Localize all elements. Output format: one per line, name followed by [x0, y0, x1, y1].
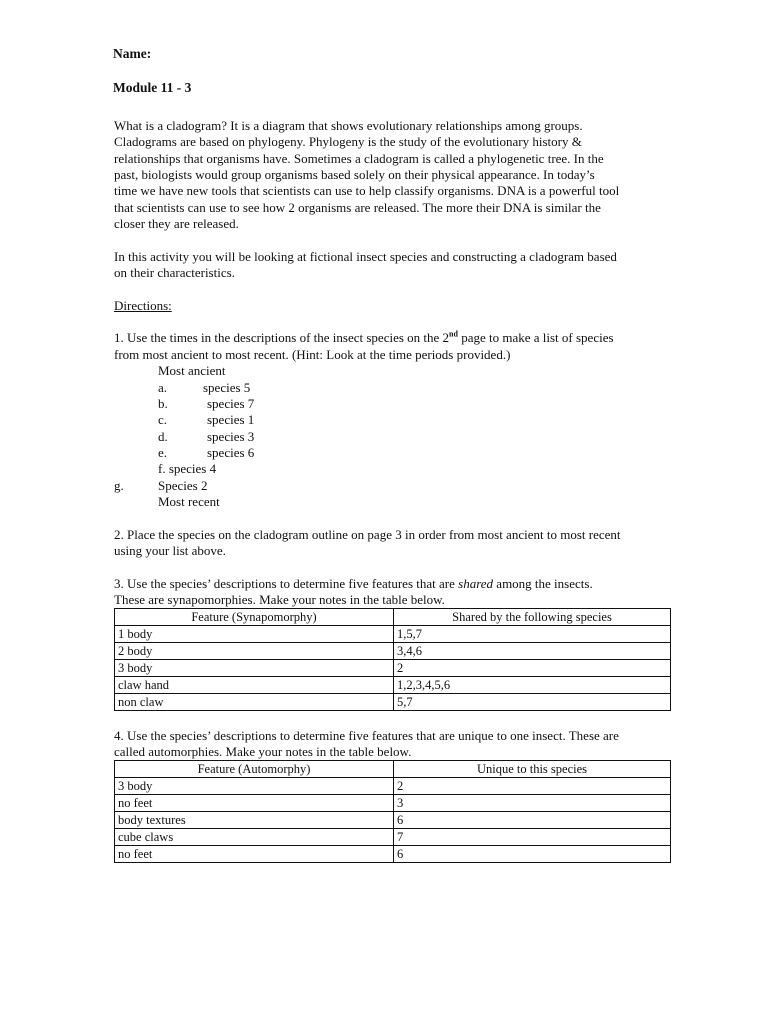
- most-recent-label: Most recent: [158, 494, 220, 509]
- column-header: Shared by the following species: [394, 609, 671, 626]
- species-cell: 3: [394, 795, 671, 812]
- intro-line: relationships that organisms have. Sometimes a cladogram is called a phylogenetic tree. In the: [114, 151, 604, 166]
- table-header-row: [115, 609, 671, 626]
- list-item: species 7: [207, 396, 255, 411]
- list-letter: e.: [158, 445, 168, 460]
- module-title: Module 11 - 3: [113, 80, 192, 95]
- list-letter: c.: [158, 412, 168, 427]
- list-item: species 6: [207, 445, 255, 460]
- species-cell: 6: [394, 846, 671, 863]
- table-row: [115, 626, 671, 643]
- list-letter: b.: [158, 396, 168, 411]
- species-cell: 7: [394, 829, 671, 846]
- list-letter: g.: [114, 478, 124, 493]
- intro-line: time we have new tools that scientists can use to help classify organisms. DNA is a powerful tool: [114, 183, 620, 198]
- table-row: [115, 812, 671, 829]
- question-2-line: 2. Place the species on the cladogram outline on page 3 in order from most ancient to most recent: [114, 527, 621, 542]
- feature-cell: claw hand: [115, 677, 394, 694]
- automorphy-table: [114, 760, 671, 863]
- question-4-line: called automorphies. Make your notes in the table below.: [114, 744, 412, 759]
- q3-text-before: 3. Use the species’ descriptions to determine five features that are: [114, 576, 459, 591]
- column-header: Feature (Synapomorphy): [115, 609, 394, 626]
- species-cell: 6: [394, 812, 671, 829]
- table-row: [115, 846, 671, 863]
- species-cell: 3,4,6: [394, 643, 671, 660]
- species-cell: 1,2,3,4,5,6: [394, 677, 671, 694]
- feature-cell: 1 body: [115, 626, 394, 643]
- most-ancient-label: Most ancient: [158, 363, 226, 378]
- column-header: Unique to this species: [394, 761, 671, 778]
- species-cell: 5,7: [394, 694, 671, 711]
- question-2-line: using your list above.: [114, 543, 226, 558]
- feature-cell: 3 body: [115, 778, 394, 795]
- question-3-line-2: These are synapomorphies. Make your notes in the table below.: [114, 592, 445, 607]
- feature-cell: body textures: [115, 812, 394, 829]
- table-row: [115, 795, 671, 812]
- question-1-line-1: [114, 330, 614, 346]
- list-item: Species 2: [158, 478, 208, 493]
- table-row: [115, 677, 671, 694]
- intro-line: Cladograms are based on phylogeny. Phylogeny is the study of the evolutionary history &: [114, 134, 582, 149]
- feature-cell: 2 body: [115, 643, 394, 660]
- species-cell: 2: [394, 660, 671, 677]
- synapomorphy-table: [114, 608, 671, 711]
- list-item: f. species 4: [158, 461, 217, 476]
- table-row: [115, 660, 671, 677]
- table-header-row: [115, 761, 671, 778]
- q1-superscript: nd: [449, 329, 458, 339]
- activity-line: on their characteristics.: [114, 265, 235, 280]
- question-1-line-2: from most ancient to most recent. (Hint: Look at the time periods provided.): [114, 347, 511, 362]
- table-row: [115, 778, 671, 795]
- species-cell: 2: [394, 778, 671, 795]
- intro-line: past, biologists would group organisms based solely on their physical appearance. In today’s: [114, 167, 595, 182]
- feature-cell: non claw: [115, 694, 394, 711]
- q3-italic-word: shared: [458, 576, 494, 591]
- list-letter: d.: [158, 429, 168, 444]
- directions-heading: Directions:: [114, 298, 172, 313]
- q1-text-before: 1. Use the times in the descriptions of the insect species on the 2: [114, 330, 450, 345]
- column-header: Feature (Automorphy): [115, 761, 394, 778]
- list-item: species 5: [203, 380, 251, 395]
- question-3-line-1: [114, 576, 593, 592]
- feature-cell: 3 body: [115, 660, 394, 677]
- question-4-line: 4. Use the species’ descriptions to determine five features that are unique to one insect. These are: [114, 728, 619, 743]
- table-row: [115, 694, 671, 711]
- activity-line: In this activity you will be looking at fictional insect species and constructing a cladogram based: [114, 249, 617, 264]
- intro-line: closer they are released.: [114, 216, 239, 231]
- feature-cell: no feet: [115, 846, 394, 863]
- list-letter: a.: [158, 380, 168, 395]
- species-cell: 1,5,7: [394, 626, 671, 643]
- table-row: [115, 829, 671, 846]
- q3-text-after: among the insects.: [493, 576, 593, 591]
- intro-line: What is a cladogram? It is a diagram that shows evolutionary relationships among groups.: [114, 118, 583, 133]
- q1-text-after: page to make a list of species: [457, 330, 614, 345]
- feature-cell: no feet: [115, 795, 394, 812]
- intro-line: that scientists can use to see how 2 organisms are released. The more their DNA is similar the: [114, 200, 601, 215]
- list-item: species 1: [207, 412, 255, 427]
- name-label: Name:: [113, 46, 152, 61]
- list-item: species 3: [207, 429, 255, 444]
- feature-cell: cube claws: [115, 829, 394, 846]
- table-row: [115, 643, 671, 660]
